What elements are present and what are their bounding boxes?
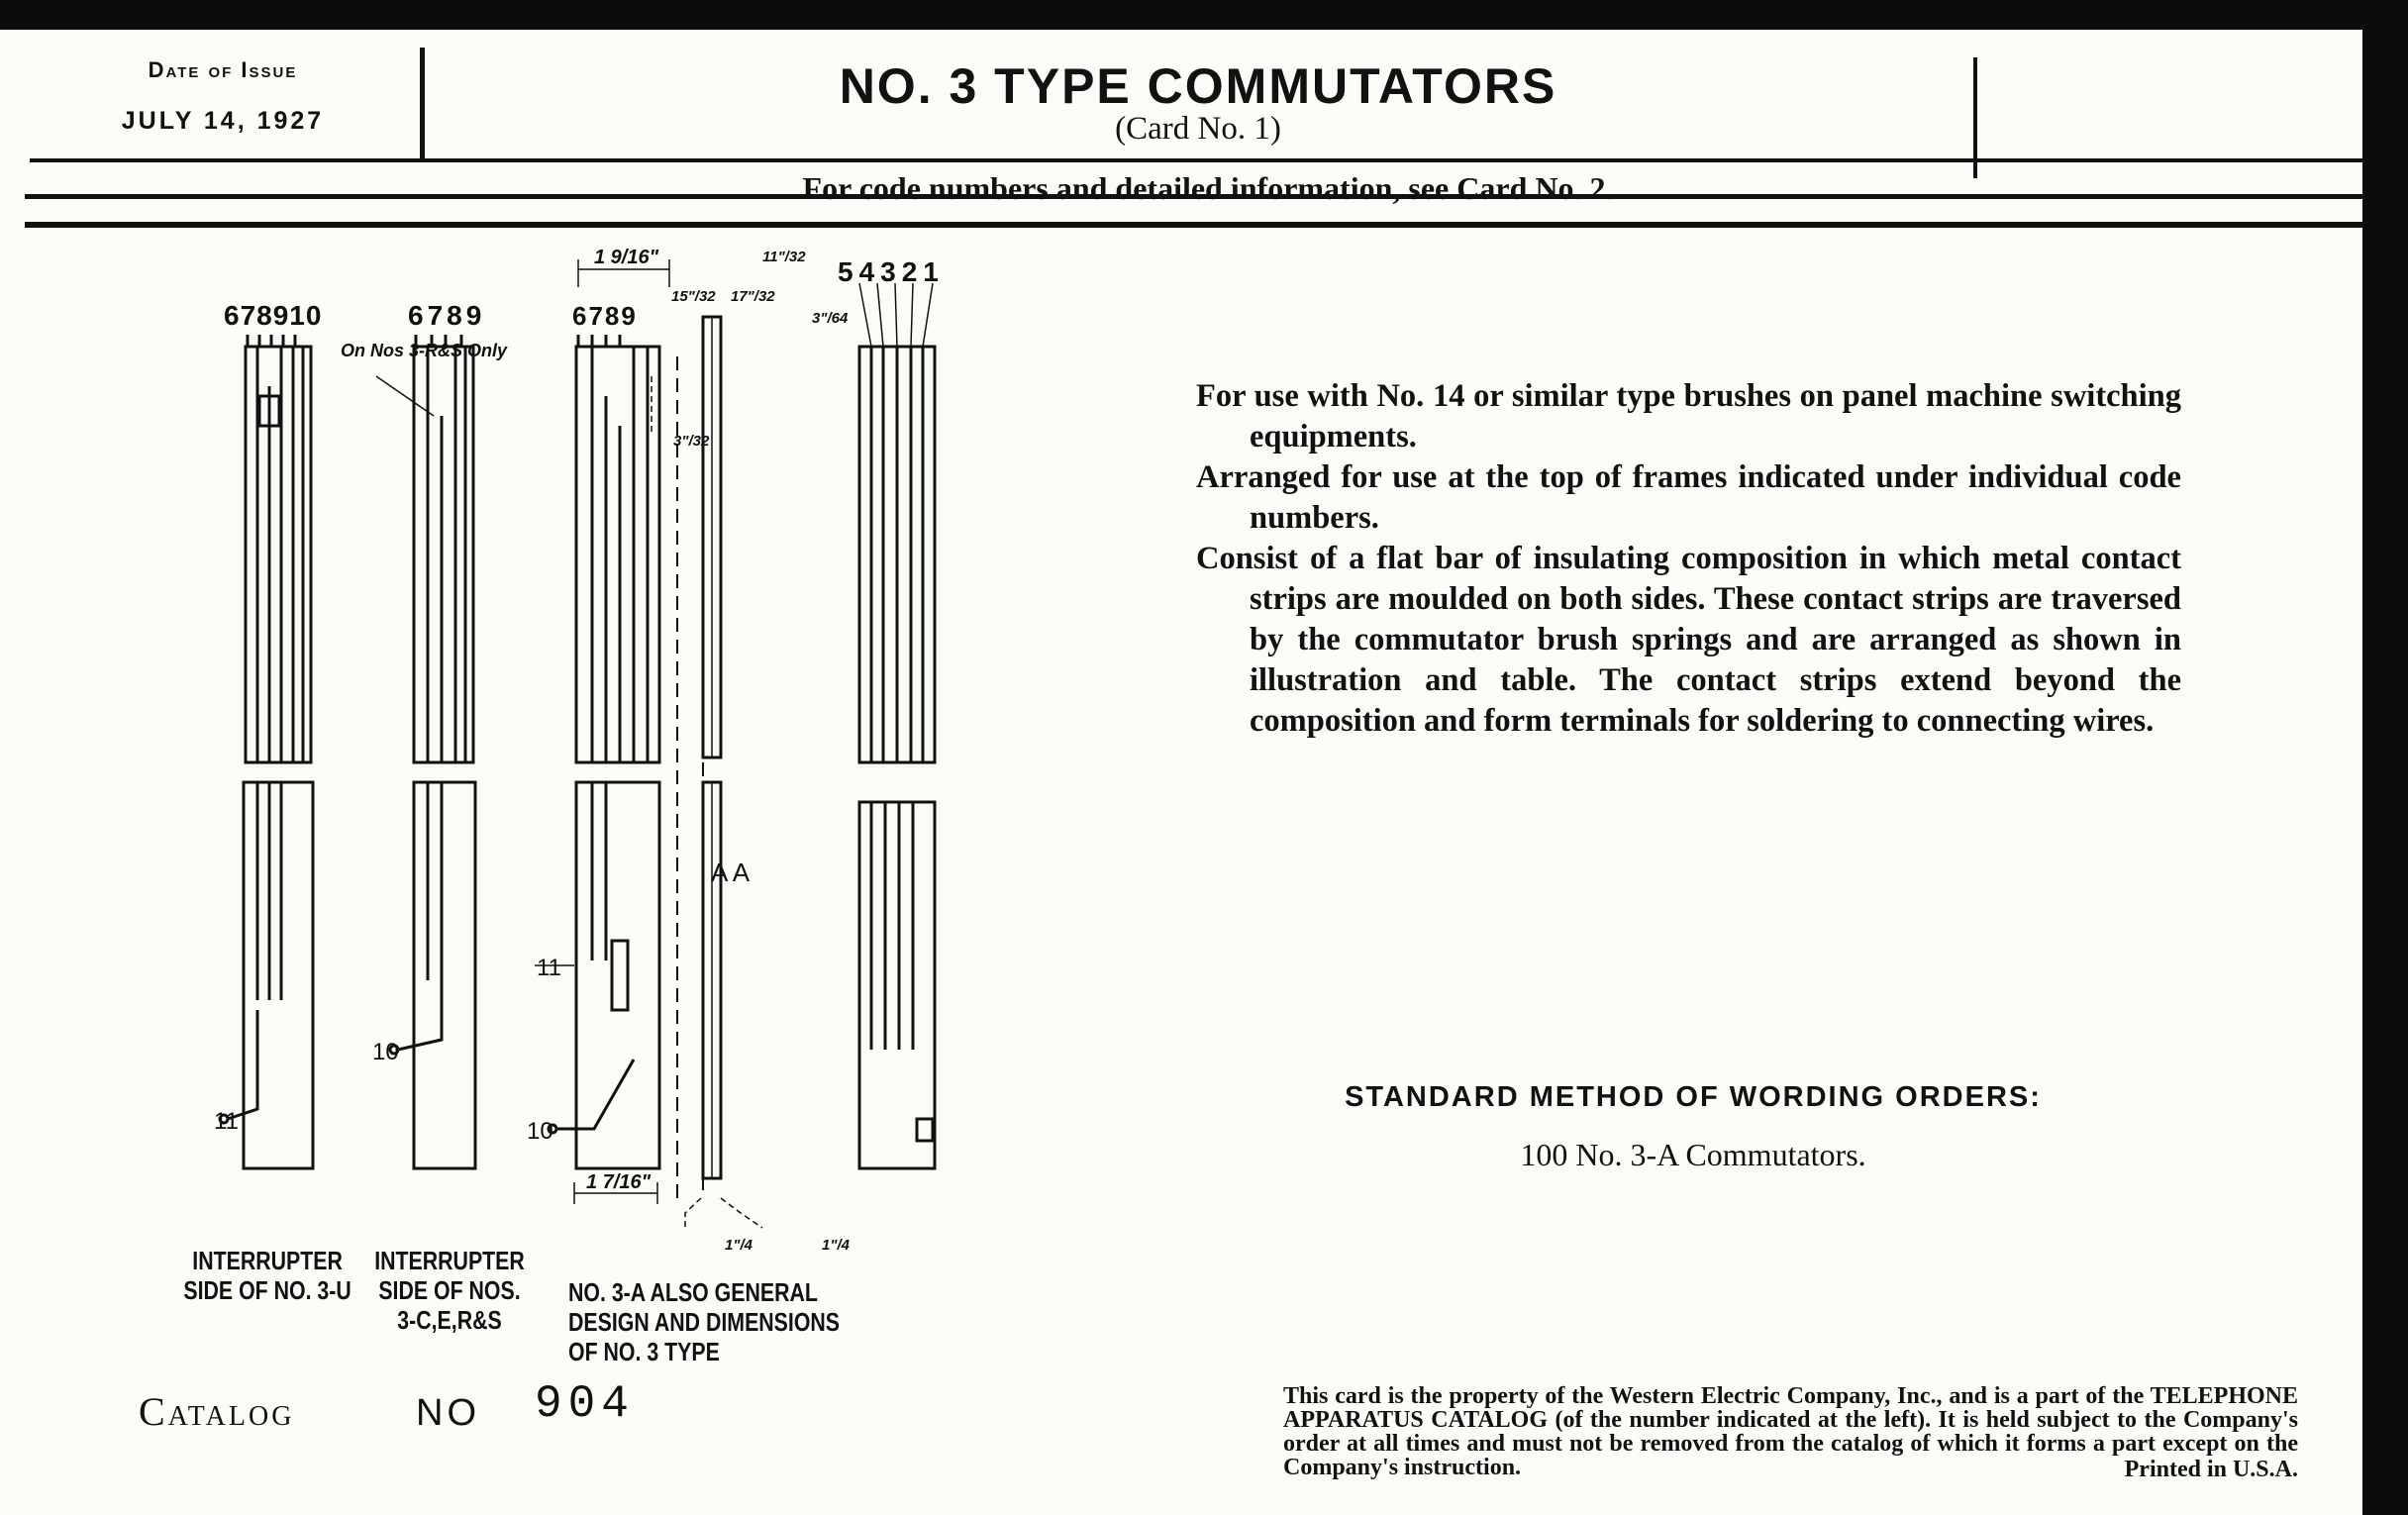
header-rule-bottom: [25, 222, 2362, 228]
catalog-number-label: NO: [416, 1392, 480, 1434]
commutator-rear-drawing: [859, 283, 935, 1168]
dimension-11-32: 11"/32: [762, 249, 806, 265]
caption-3cers: INTERRUPTER SIDE OF NOS. 3-C,E,R&S: [374, 1246, 525, 1335]
printed-in-label: Printed in U.S.A.: [2124, 1457, 2298, 1482]
page-title: NO. 3 TYPE COMMUTATORS: [839, 58, 1557, 114]
catalog-label: Catalog: [139, 1389, 295, 1434]
dimension-quarter-b: 1"/4: [822, 1237, 850, 1254]
description-paragraph: Arranged for use at the top of frames indicated under individual code numbers.: [1196, 459, 2181, 536]
scan-border-top: [0, 0, 2408, 30]
dimension-3-32: 3"/32: [673, 433, 710, 450]
scan-border-right: [2362, 0, 2408, 1515]
header-divider-left: [420, 48, 425, 160]
reference-line: For code numbers and detailed information, see Card No. 2.: [802, 170, 1614, 206]
terminal-numbers-3a: 6789: [572, 301, 638, 331]
ownership-notice-text: This card is the property of the Western Electric Company, Inc., and is a part of the TELEPHONE APPARATUS CATALOG (of the number indicated at the left). It is held subject to the Company's order at all times and must not be removed from the catalog of which it forms a part except on the Company's instruction.: [1283, 1383, 2298, 1480]
dimension-quarter-a: 1"/4: [725, 1237, 752, 1254]
ordering-label: STANDARD METHOD OF WORDING ORDERS:: [1345, 1081, 2042, 1113]
commutator-3a-front-drawing: [535, 335, 659, 1168]
header-divider-right: [1973, 57, 1977, 178]
header-rule-top: [30, 158, 2362, 162]
card-number: (Card No. 1): [1115, 111, 1281, 147]
description-paragraph: Consist of a flat bar of insulating composition in which metal contact strips are moulded on both sides. These contact strips are traversed by the commutator brush springs and are arranged as shown in illustration and table. The contact strips extend beyond the composition and form terminals for soldering to connecting wires.: [1196, 541, 2181, 739]
commutator-drawing: [178, 248, 990, 1258]
terminal-label-10-3a: 10: [527, 1118, 553, 1145]
commutator-3u-drawing: [220, 335, 313, 1168]
only-note-label: On Nos 3-R&S Only: [341, 341, 508, 360]
ordering-example: 100 No. 3-A Commutators.: [1520, 1137, 1866, 1172]
caption-3u: INTERRUPTER SIDE OF NO. 3-U: [183, 1246, 351, 1305]
dimension-3-64: 3"/64: [812, 310, 849, 327]
date-of-issue-value: JULY 14, 1927: [121, 107, 325, 135]
dimension-top-width: 1 9/16": [594, 248, 659, 268]
catalog-number-value: 904: [535, 1378, 635, 1430]
terminal-numbers-3u: 678910: [224, 300, 323, 331]
section-label-aa: A A: [711, 858, 751, 887]
terminal-label-10-3cers: 10: [372, 1039, 399, 1065]
dimension-bottom-width: 1 7/16": [586, 1171, 652, 1193]
terminal-numbers-3cers: 6789: [408, 300, 486, 331]
caption-3a: NO. 3-A ALSO GENERAL DESIGN AND DIMENSIONS OF NO. 3 TYPE: [568, 1277, 841, 1366]
description-paragraph: For use with No. 14 or similar type brushes on panel machine switching equipments.: [1196, 378, 2181, 454]
terminal-label-11-3a: 11: [537, 955, 561, 981]
dimension-15-32: 15"/32: [671, 288, 716, 305]
terminal-numbers-rear: 54321: [838, 256, 945, 287]
date-of-issue-label: Date of Issue: [148, 57, 298, 82]
dimension-17-32: 17"/32: [731, 288, 775, 305]
ownership-notice: [1283, 1383, 2298, 1482]
description-block: [1196, 376, 2181, 742]
terminal-label-11-3u: 11: [214, 1108, 239, 1135]
